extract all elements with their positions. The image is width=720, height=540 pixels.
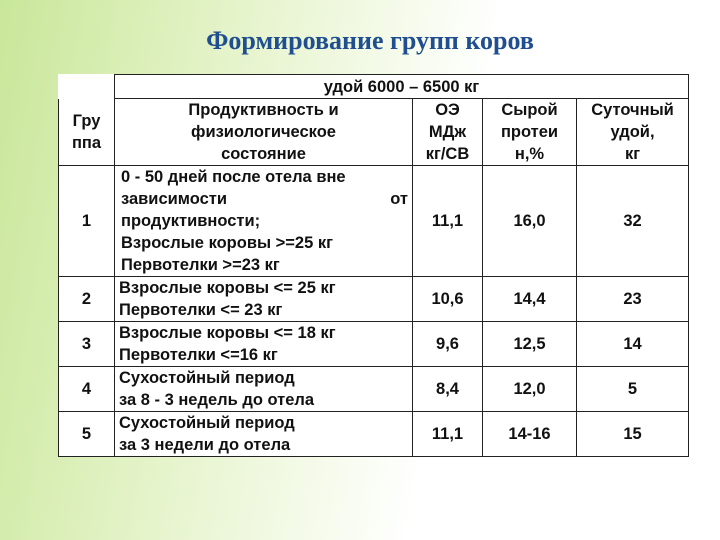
header-protein-line: протеи: [500, 123, 559, 141]
group-number: 4: [59, 367, 115, 412]
yield-value: 5: [577, 367, 689, 412]
group-number: 1: [59, 166, 115, 277]
header-productivity-line: состояние: [221, 145, 306, 163]
header-productivity-line: физиологическое: [191, 123, 336, 141]
header-group-line: Гру: [72, 111, 101, 130]
header-protein-line: н,%: [514, 145, 545, 163]
header-group-line: ппа: [71, 133, 102, 152]
header-oe: [413, 99, 483, 166]
yield-value: 14: [577, 322, 689, 367]
yield-value: 23: [577, 277, 689, 322]
condition-cell: [115, 277, 413, 322]
protein-value: 12,0: [483, 367, 577, 412]
page-title: Формирование групп коров: [206, 26, 534, 55]
yield-range-header: удой 6000 – 6500 кг: [115, 75, 689, 99]
header-protein-line: Сырой: [501, 101, 558, 119]
header-group: [59, 99, 115, 166]
oe-value: 8,4: [413, 367, 483, 412]
condition-word: от: [390, 190, 408, 208]
header-yield-line: удой,: [610, 123, 655, 141]
header-productivity-line: Продуктивность и: [188, 101, 339, 119]
condition-line: Взрослые коровы <= 18 кг: [119, 324, 336, 342]
condition-cell: [115, 166, 413, 277]
group-number: 5: [59, 412, 115, 457]
protein-value: 14-16: [483, 412, 577, 457]
header-oe-line: ОЭ: [435, 101, 460, 119]
condition-line: продуктивности;: [121, 212, 261, 230]
condition-cell: [115, 322, 413, 367]
header-row: [59, 99, 689, 166]
header-yield: [577, 99, 689, 166]
header-yield-line: кг: [624, 145, 641, 163]
header-oe-line: МДж: [428, 123, 467, 141]
table-row: [59, 166, 689, 277]
oe-value: 11,1: [413, 412, 483, 457]
header-yield-line: Суточный: [591, 101, 674, 119]
yield-value: 15: [577, 412, 689, 457]
protein-value: 14,4: [483, 277, 577, 322]
condition-line: за 8 - 3 недель до отела: [119, 391, 315, 409]
oe-value: 10,6: [413, 277, 483, 322]
oe-value: 11,1: [413, 166, 483, 277]
yield-value: 32: [577, 166, 689, 277]
condition-cell: [115, 367, 413, 412]
condition-line: Первотелки <=16 кг: [119, 346, 278, 364]
super-header-row: [59, 75, 689, 99]
condition-line: Первотелки >=23 кг: [121, 256, 280, 274]
condition-line: Взрослые коровы <= 25 кг: [119, 279, 336, 297]
header-oe-line: кг/СВ: [425, 145, 470, 163]
group-number: 3: [59, 322, 115, 367]
header-productivity: [115, 99, 413, 166]
protein-value: 12,5: [483, 322, 577, 367]
condition-word: зависимости: [121, 190, 228, 208]
table-row: [59, 322, 689, 367]
protein-value: 16,0: [483, 166, 577, 277]
table-row: [59, 367, 689, 412]
cow-groups-table: [58, 74, 689, 457]
group-number: 2: [59, 277, 115, 322]
condition-line: Первотелки <= 23 кг: [119, 301, 283, 319]
condition-line: [121, 188, 408, 210]
header-protein: [483, 99, 577, 166]
condition-cell: [115, 412, 413, 457]
condition-line: Сухостойный период: [119, 414, 295, 432]
oe-value: 9,6: [413, 322, 483, 367]
condition-line: за 3 недели до отела: [119, 436, 291, 454]
empty-corner: [59, 75, 115, 99]
condition-line: Взрослые коровы >=25 кг: [121, 234, 334, 252]
table-row: [59, 412, 689, 457]
condition-line: Сухостойный период: [119, 369, 295, 387]
condition-line: 0 - 50 дней после отела вне: [121, 168, 346, 186]
table-row: [59, 277, 689, 322]
